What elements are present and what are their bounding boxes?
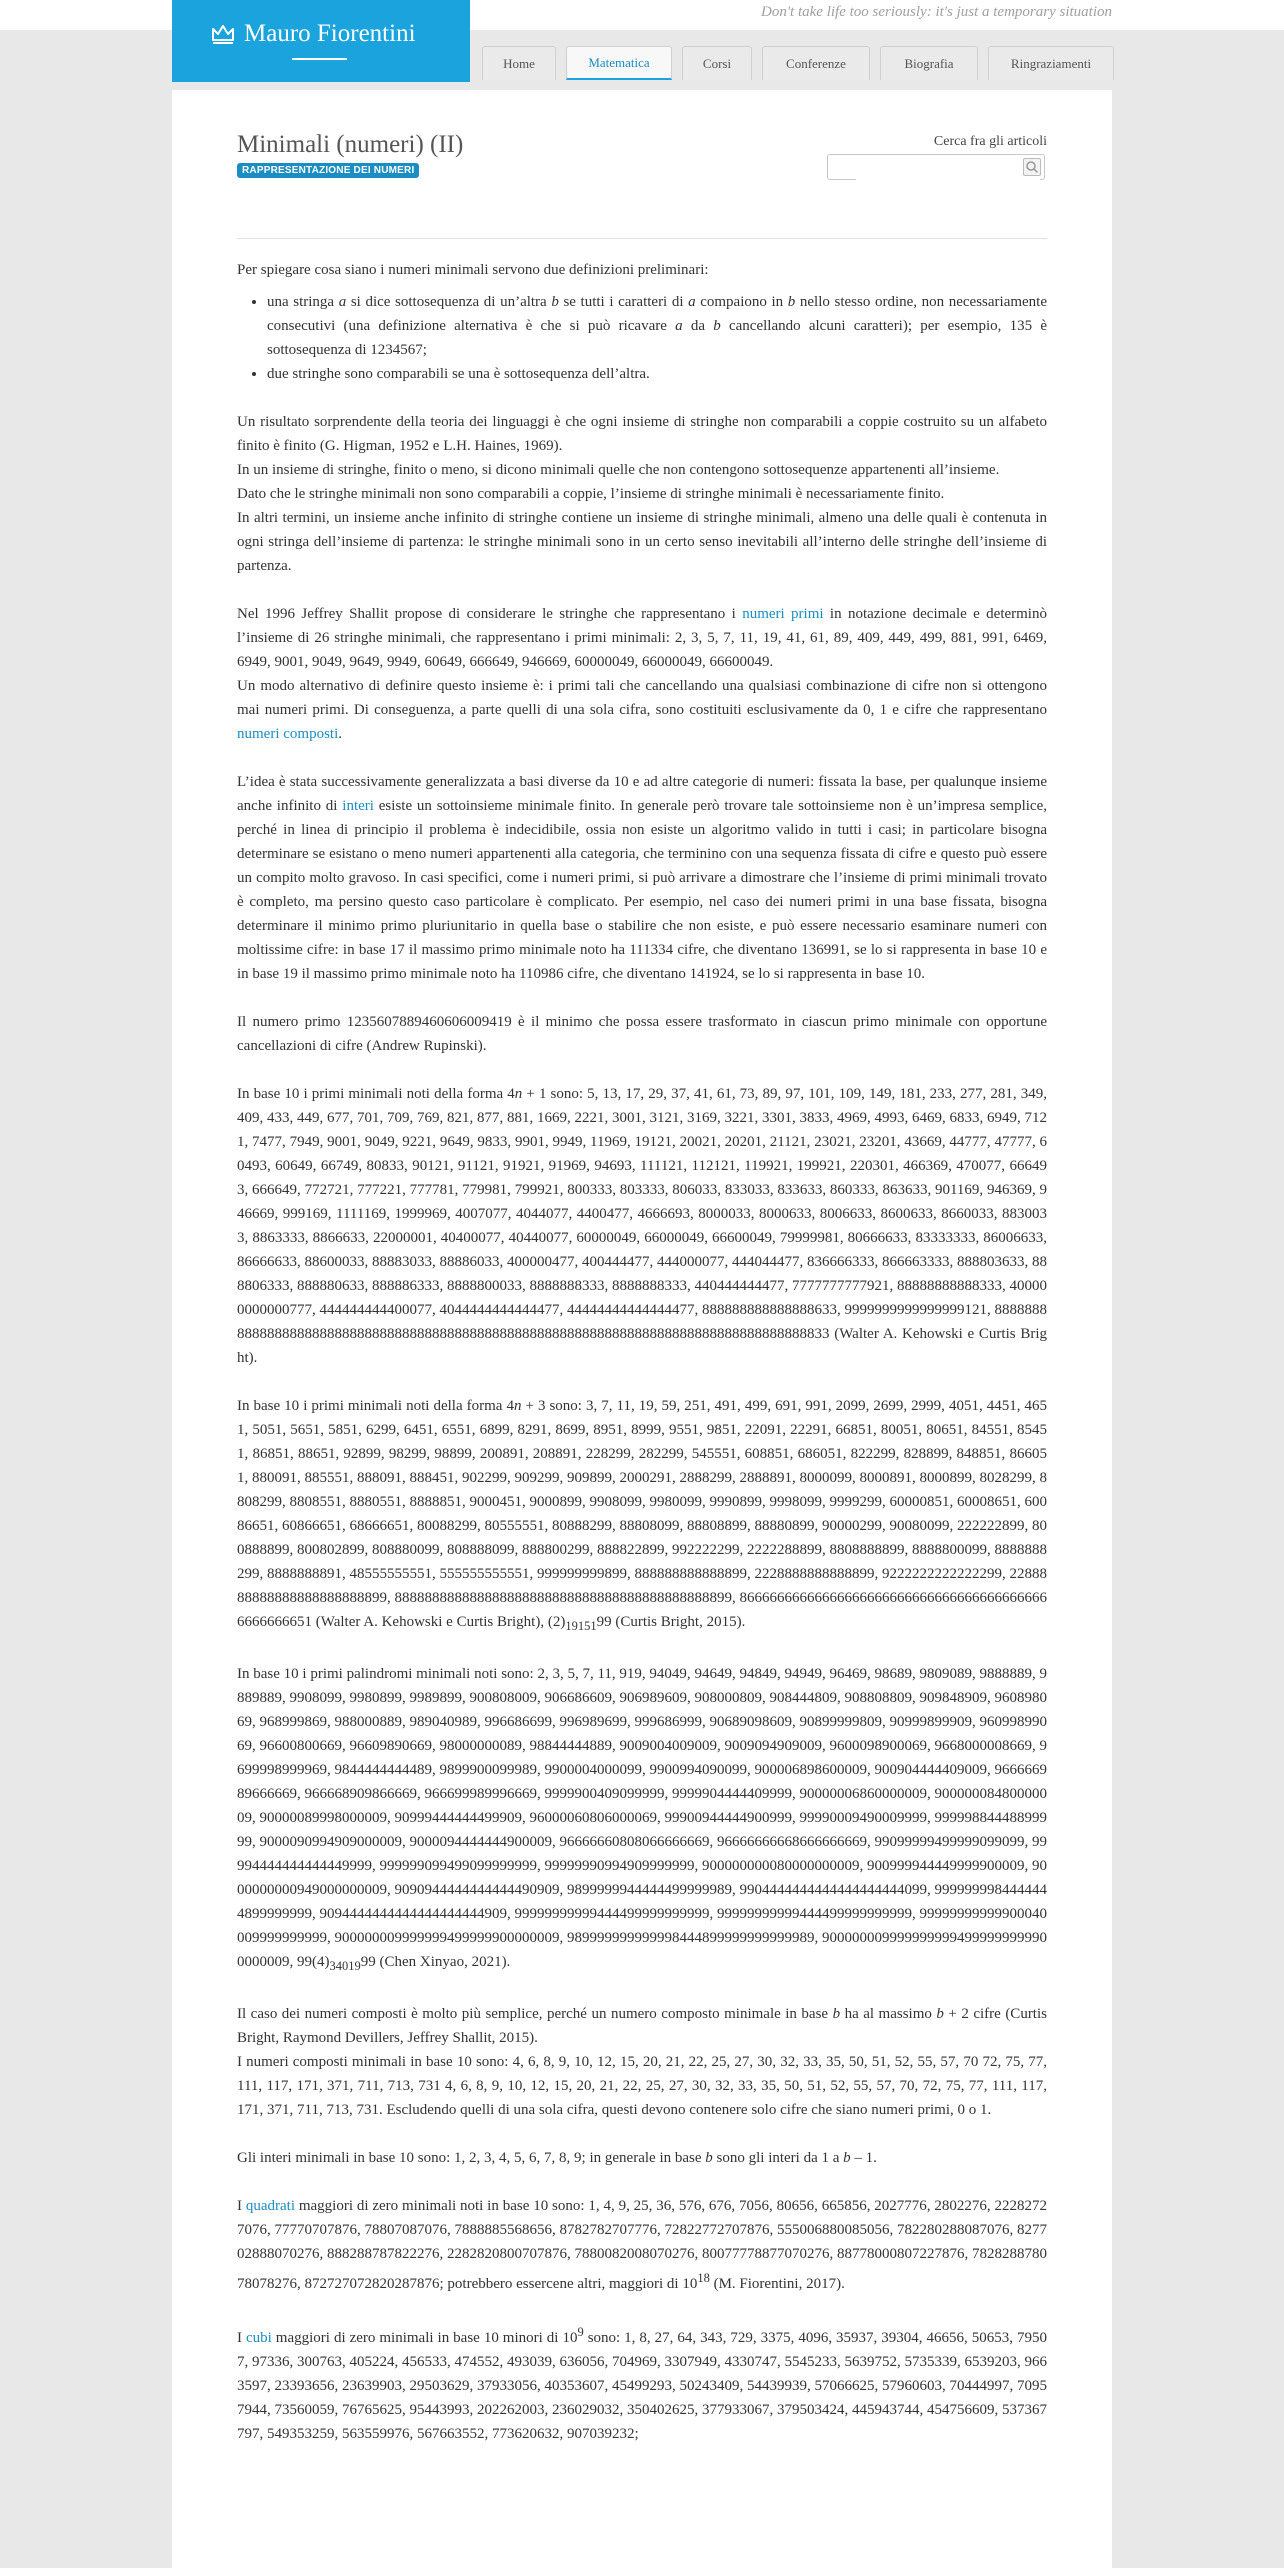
paragraph-intro: Per spiegare cosa siano i numeri minimali servono due definizioni preliminari: xyxy=(237,262,709,278)
nav-matematica[interactable]: Matematica xyxy=(566,46,672,80)
paragraph: Il caso dei numeri composti è molto più semplice, perché un numero composto minimale in base b ha al massimo b + 2 cifre (Curtis Bright, Raymond Devillers, Jeffrey Shallit, 2015). xyxy=(237,2006,1047,2046)
search-widget xyxy=(827,134,1047,180)
search-input[interactable] xyxy=(856,156,1040,180)
crown-icon xyxy=(210,22,236,46)
paragraph: L’idea è stata successivamente generalizzata a basi diverse da 10 e ad altre categorie di numeri: fissata la base, per qualunque insieme anche infinito di interi esiste un sottoinsieme minimale finito. In generale però trovare tale sottoinsieme non è un’impresa semplice, perché in linea di principio il problema è indecidibile, ossia non esiste un algoritmo valido in tutti i casi; in particolare bisogna determinare se esistano o meno numeri appartenenti alla categoria, che terminino con una sequenza fissata di cifre e questo può essere un compito molto gravoso. In casi specifici, come i numeri primi, si può arrivare a dimostrare che l’insieme di primi minimali trovato è completo, ma persino questo caso particolare è complicato. Per esempio, nel caso dei numeri primi in una base fissata, bisogna determinare il minimo primo pluriunitario in quella base o stabilire che non esiste, e può essere necessario esaminare numeri con moltissime cifre: in base 17 il massimo primo minimale noto ha 111334 cifre, che diventano 136991, se lo si rappresenta in base 10 e in base 19 il massimo primo minimale noto ha 110986 cifre, che diventano 141924, se lo si rappresenta in base 10. xyxy=(237,774,1047,982)
link-quadrati[interactable]: quadrati xyxy=(245,2198,295,2214)
search-field xyxy=(827,154,1045,180)
site-title: Mauro Fiorentini xyxy=(244,20,416,47)
list-item: • due stringhe sono comparabili se una è sottosequenza dell’altra. xyxy=(267,362,1047,386)
paragraph: In base 10 i primi minimali noti della forma 4n + 3 sono: 3, 7, 11, 19, 59, 251, 491, 499, 691, 991, 2099, 2699, 2999, 4051, 4451, 4651, 5051, 5651, 5851, 6299, 6451, 6551, 6899, 8291, 8699, 8951, 8999, 9551, 9851, 22091, 22291, 66851, 80051, 80651, 84551, 85451, 86851, 88651, 92899, 98299, 98899, 200891, 208891, 228299, 282299, 545551, 608851, 686051, 822299, 828899, 848851, 866051, 880091, 885551, 888091, 888451, 902299, 909299, 909899, 2000291, 2888299, 2888891, 8000099, 8000891, 8000899, 8028299, 8808299, 8808551, 8880551, 8888851, 9000451, 9000899, 9908099, 9980099, 9990899, 9998099, 9999299, 60000851, 60008651, 60086651, 60866651, 68666651, 80088299, 80555551, 80888299, 88808099, 88808899, 88880899, 90000299, 90080099, 222222899, 800888899, 800802899, 808880099, 808888099, 888800299, 888822899, 992222299, 2222288899, 8808888899, 8888800099, 8888888299, 8888888891, 48555555551, 555555555551, 999999999899, 888888888888899, 2228888888888899, 9222222222222299, 2288888888888888888888899, 888888888888888888888888888888888888888888899, 866666666666666666666666666666666666666666666666651 (Walter A. Kehowski e Curtis Bright), $(2)_{19151}99$ (Curtis Bright, 2015). xyxy=(237,1398,1047,1633)
nav-ringraziamenti[interactable]: Ringraziamenti xyxy=(988,46,1114,80)
nav-home[interactable]: Home xyxy=(482,46,556,80)
link-numeri-composti[interactable]: numeri composti xyxy=(237,726,339,742)
paragraph: I numeri composti minimali in base 10 sono: 4, 6, 8, 9, 10, 12, 15, 20, 21, 22, 25, 27, 30, 32, 33, 35, 50, 51, 52, 55, 57, 70 72, 75, 77, 111, 117, 171, 371, 711, 713, 731 4, 6, 8, 9, 10, 12, 15, 20, 21, 22, 25, 27, 30, 32, 33, 35, 50, 51, 52, 55, 57, 70, 72, 75, 77, 111, 117, 171, 371, 711, 713, 731. Escludendo quelli di una sola cifra, questi devono contenere solo cifre che siano numeri primi, 0 o 1. xyxy=(237,2054,1047,2118)
definition-list xyxy=(237,290,1047,386)
paragraph: In un insieme di stringhe, finito o meno, si dicono minimali quelle che non contengono sottosequenze appartenenti all’insieme. xyxy=(237,462,1000,478)
paragraph: I cubi maggiori di zero minimali in base 10 minori di $10^9$ sono: 1, 8, 27, 64, 343, 729, 3375, 4096, 35937, 39304, 46656, 50653, 79507, 97336, 300763, 405224, 456533, 474552, 493039, 636056, 704969, 3307949, 4330747, 5545233, 5639752, 5735339, 6539203, 9663597, 23393656, 23639903, 29503629, 37933056, 40353607, 45499293, 50243409, 54439939, 57066625, 57960603, 70444997, 70957944, 73560059, 76765625, 95443993, 202262003, 236029032, 350402625, 377933067, 379503424, 445943744, 454756609, 537367797, 549353259, 563559976, 567663552, 773620632, 907039232; xyxy=(237,2325,1047,2442)
paragraph: In base 10 i primi palindromi minimali noti sono: 2, 3, 5, 7, 11, 919, 94049, 94649, 94849, 94949, 96469, 98689, 9809089, 9888889, 9889889, 9908099, 9980899, 9989899, 900808009, 906686609, 906989609, 908000809, 908444809, 908808809, 909848909, 960898069, 968999869, 988000889, 989040989, 996686699, 996989699, 999686999, 90689098609, 90899999809, 90999899909, 96099899069, 96600800669, 96609890669, 98000000089, 98844444889, 9009004009009, 9009094909009, 9600098900069, 9668000008669, 9699998999969, 9844444444489, 9899900099989, 9900004000099, 9900994090099, 900006898600009, 900904444409009, 966666989666669, 966668909866669, 966699989996669, 9999900409099999, 9999904444409999, 90000006860000009, 90000008480000009, 90000089998000009, 90999444444499909, 96000060806000069, 99900944444900999, 99990009490009999, 99999884448899999, 9000090994909000009, 9000094444444900009, 96666660808066666669, 96666666668666666669, 99099999499999099099, 99994444444444449999, 999999099499099999999, 99999990994909999999, 900000000080000000009, 900999944449999900009, 9000000000949000000009, 9090944444444444490909, 9899999944444499999989, 9904444444444444444444099, 9999999984444444899999999, 9094444444444444444444909, 99999999999444499999999999, 99999999999444499999999999, 99999999999900040009999999999, 900000009999999499999900000009, 989999999999998444899999999999989, 9000000099999999994999999999900000009, $99(4)_{34019}99$ (Chen Xinyao, 2021). xyxy=(237,1666,1047,1973)
paragraph: Nel 1996 Jeffrey Shallit propose di considerare le stringhe che rappresentano i numeri primi in notazione decimale e determinò l’insieme di 26 stringhe minimali, che rappresentano i primi minimali: 2, 3, 5, 7, 11, 19, 41, 61, 89, 409, 449, 499, 881, 991, 6469, 6949, 9001, 9049, 9649, 9949, 60649, 666649, 946669, 60000049, 66000049, 66600049. xyxy=(237,606,1047,670)
main-nav xyxy=(482,46,1124,80)
nav-biografia[interactable]: Biografia xyxy=(880,46,978,80)
link-cubi[interactable]: cubi xyxy=(245,2330,272,2346)
paragraph: Dato che le stringhe minimali non sono comparabili a coppie, l’insieme di stringhe minimali è necessariamente finito. xyxy=(237,486,945,502)
paragraph: I quadrati maggiori di zero minimali noti in base 10 sono: 1, 4, 9, 25, 36, 576, 676, 7056, 80656, 665856, 2027776, 2802276, 22282727076, 77770707876, 78807087076, 7888885568656, 8782782707776, 72822772707876, 555006880085056, 782280288087076, 827702888070276, 888288787822276, 2282820800707876, 7880082008070276, 80077778877070276, 88778000807227876, 782828878078078276, 872727072820287876; potrebbero essercene altri, maggiori di $10^{18}$ (M. Fiorentini, 2017). xyxy=(237,2198,1047,2292)
search-label: Cerca fra gli articoli xyxy=(933,134,1047,149)
paragraph: Gli interi minimali in base 10 sono: 1, 2, 3, 4, 5, 6, 7, 8, 9; in generale in base b sono gli interi da 1 a b – 1. xyxy=(237,2150,877,2166)
link-interi[interactable]: interi xyxy=(342,798,374,814)
paragraph: Un risultato sorprendente della teoria dei linguaggi è che ogni insieme di stringhe non comparabili a coppie costruito su un alfabeto finito è finito (G. Higman, 1952 e L.H. Haines, 1969). xyxy=(237,414,1047,454)
article-body xyxy=(237,258,1047,2446)
category-badge[interactable]: RAPPRESENTAZIONE DEI NUMERI xyxy=(237,163,419,178)
paragraph: In altri termini, un insieme anche infinito di stringhe contiene un insieme di stringhe minimali, almeno una delle quali è contenuta in ogni stringa dell’insieme di partenza: le stringhe minimali sono in un certo senso inevitabili all’interno delle stringhe dell’insieme di partenza. xyxy=(237,510,1047,574)
logo-underline xyxy=(292,58,347,60)
paragraph: In base 10 i primi minimali noti della forma 4n + 1 sono: 5, 13, 17, 29, 37, 41, 61, 73, 89, 97, 101, 109, 149, 181, 233, 277, 281, 349, 409, 433, 449, 677, 701, 709, 769, 821, 877, 881, 1669, 2221, 3001, 3121, 3169, 3221, 3301, 3833, 4969, 4993, 6469, 6833, 6949, 7121, 7477, 7949, 9001, 9049, 9221, 9649, 9833, 9901, 9949, 11969, 19121, 20021, 20201, 21121, 23021, 23201, 43669, 44777, 47777, 60493, 60649, 66749, 80833, 90121, 91121, 91921, 91969, 94693, 111121, 112121, 119921, 199921, 220301, 466369, 470077, 666493, 666649, 772721, 777221, 777781, 779981, 799921, 800333, 803333, 806033, 833033, 833633, 860333, 863633, 901169, 946369, 946669, 999169, 1111169, 1999969, 4007077, 4044077, 4400477, 4666693, 8000033, 8000633, 8006633, 8600633, 8660033, 8830033, 8863333, 8866633, 22000001, 40400077, 40440077, 60000049, 66000049, 66600049, 79999981, 80666633, 83333333, 86006633, 86666633, 88600033, 88883033, 88886033, 400000477, 400444477, 444000077, 444044477, 836666333, 866663333, 888803633, 888806333, 888880633, 888886333, 8888800033, 8888888333, 8888888333, 440444444477, 7777777777921, 88888888888333, 400000000000777, 444444444400077, 4044444444444477, 44444444444444477, 888888888888888633, 9999999999999999121, 88888888888888888888888888888888888888888888888888888888888888888888888888888888888833 (Walter A. Kehowski e Curtis Bright). xyxy=(237,1086,1048,1366)
site-logo[interactable] xyxy=(172,0,470,82)
paragraph: Un modo alternativo di definire questo insieme è: i primi tali che cancellando una qualsiasi combinazione di cifre non si ottengono mai numeri primi. Di conseguenza, a parte quelli di una sola cifra, sono costituiti esclusivamente da 0, 1 e cifre che rappresentano numeri composti. xyxy=(237,678,1047,742)
site-tagline: Don't take life too seriously: it's just a temporary situation xyxy=(761,4,1112,20)
search-icon xyxy=(1024,159,1040,175)
search-button[interactable] xyxy=(1023,158,1041,176)
page-title: Minimali (numeri) (II) xyxy=(237,131,464,158)
list-item: • una stringa a si dice sottosequenza di un’altra b se tutti i caratteri di a compaiono in b nello stesso ordine, non necessariamente consecutivi (una definizione alternativa è che si può ricavare a da b cancellando alcuni caratteri); per esempio, 135 è sottosequenza di 1234567; xyxy=(267,290,1047,362)
main-content xyxy=(172,90,1112,2568)
nav-corsi[interactable]: Corsi xyxy=(682,46,752,80)
link-numeri-primi[interactable]: numeri primi xyxy=(742,606,824,622)
paragraph: Il numero primo 1235607889460606009419 è il minimo che possa essere trasformato in ciascun primo minimale con opportune cancellazioni di cifre (Andrew Rupinski). xyxy=(237,1014,1047,1054)
header-divider xyxy=(237,238,1047,239)
nav-conferenze[interactable]: Conferenze xyxy=(762,46,870,80)
